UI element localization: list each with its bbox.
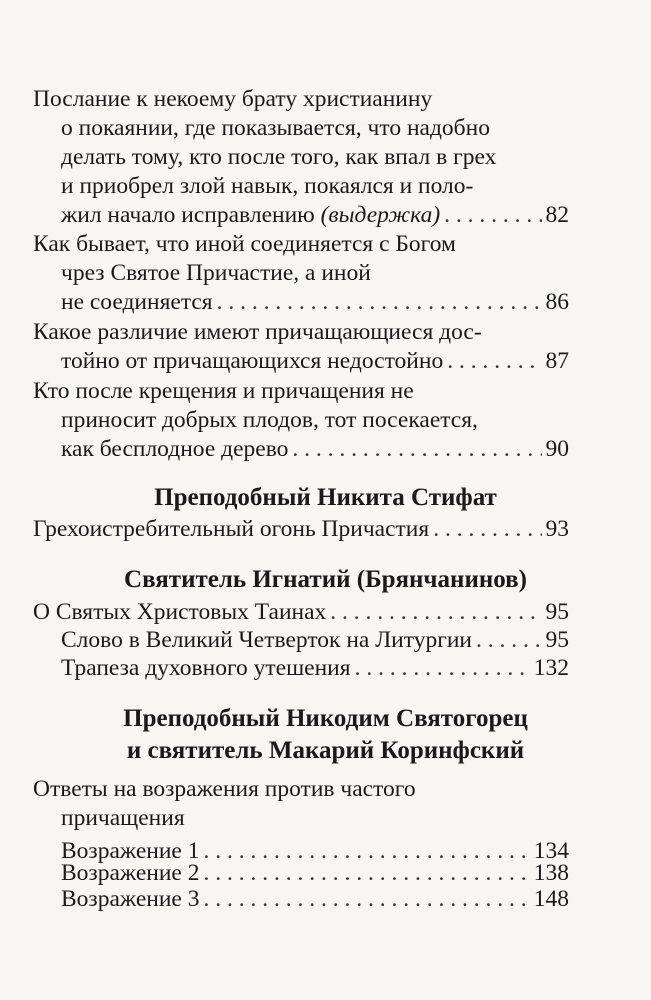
toc-entry-3-line-2 <box>61 346 569 376</box>
toc-entry-page: 95 <box>545 599 569 625</box>
toc-subentry-title: Возражение 2 <box>61 860 200 886</box>
section-heading-nikita: Преподобный Никита Стифат <box>154 484 497 511</box>
leader-dots <box>330 597 541 627</box>
toc-entry-1-line-1: Послание к некоему брату христианину <box>33 86 433 112</box>
leader-dots <box>476 625 542 655</box>
toc-entry-4-page: 90 <box>545 436 569 462</box>
section-heading-nikodim: Преподобный Никодим Святогорец <box>123 705 528 732</box>
toc-subentry-page: 148 <box>533 886 569 912</box>
toc-entry-2-line-2: чрез Святое Причастие, а иной <box>61 260 371 286</box>
leader-dots <box>355 653 530 683</box>
toc-entry-ignatiy-1 <box>33 597 569 627</box>
toc-entry-page: 132 <box>533 655 569 681</box>
section-heading-makariy: и святитель Макарий Коринфский <box>126 737 525 764</box>
toc-entry-otvety-line-2: причащения <box>61 805 185 831</box>
toc-entry-2-line-1: Как бывает, что иной соединяется с Богом <box>33 231 456 257</box>
leader-dots <box>433 514 541 544</box>
toc-entry-1-line-5 <box>61 200 569 230</box>
toc-entry-3-page: 87 <box>545 348 569 374</box>
toc-entry-title: Слово в Великий Четверток на Литургии <box>61 627 472 653</box>
toc-entry-2-title-end: не соединяется <box>61 289 213 315</box>
toc-entry-1-title-end: жил начало исправлению <box>61 202 315 228</box>
toc-subentry-title: Возражение 1 <box>61 838 200 864</box>
toc-entry-page: 95 <box>545 627 569 653</box>
toc-entry-nikita <box>33 514 569 544</box>
leader-dots <box>217 287 542 317</box>
toc-entry-nikita-page: 93 <box>545 516 569 542</box>
toc-entry-1-note: (выдержка) <box>320 202 441 228</box>
toc-entry-1-page: 82 <box>545 202 569 228</box>
toc-entry-nikita-title: Грехоистребительный огонь Причастия <box>33 516 430 542</box>
toc-entry-ignatiy-3 <box>61 653 569 683</box>
toc-entry-4-line-1: Кто после крещения и причащения не <box>33 378 414 404</box>
section-heading-ignatiy: Святитель Игнатий (Брянчанинов) <box>124 566 527 593</box>
toc-entry-3-title-end: тойно от причащающихся недостойно <box>61 348 444 374</box>
leader-dots <box>292 434 541 464</box>
toc-entry-title: Трапеза духовного утешения <box>61 655 351 681</box>
toc-entry-4-line-2: приносит добрых плодов, тот посекается, <box>61 407 478 433</box>
toc-entry-2-page: 86 <box>545 289 569 315</box>
leader-dots <box>203 884 529 914</box>
toc-subentry-title: Возражение 3 <box>61 886 200 912</box>
toc-entry-4-title-end: как бесплодное дерево <box>61 436 289 462</box>
toc-entry-otvety-line-1: Ответы на возражения против частого <box>33 776 416 802</box>
toc-subentry-page: 138 <box>533 860 569 886</box>
leader-dots <box>444 200 541 230</box>
toc-entry-2-line-3 <box>61 287 569 317</box>
toc-entry-1-line-4: и приобрел злой навык, покаялся и поло- <box>61 173 474 199</box>
toc-entry-1-line-3: делать тому, кто после того, как впал в грех <box>61 144 497 170</box>
leader-dots <box>447 346 541 376</box>
toc-entry-ignatiy-2 <box>61 625 569 655</box>
toc-subentry-3 <box>61 884 569 914</box>
toc-entry-4-line-3 <box>61 434 569 464</box>
toc-entry-1-text <box>61 200 440 230</box>
toc-entry-1-line-2: о покаянии, где показывается, что надобно <box>61 115 490 141</box>
toc-subentry-page: 134 <box>533 838 569 864</box>
toc-entry-title: О Святых Христовых Таинах <box>33 599 327 625</box>
toc-entry-3-line-1: Какое различие имеют причащающиеся дос- <box>33 319 482 345</box>
